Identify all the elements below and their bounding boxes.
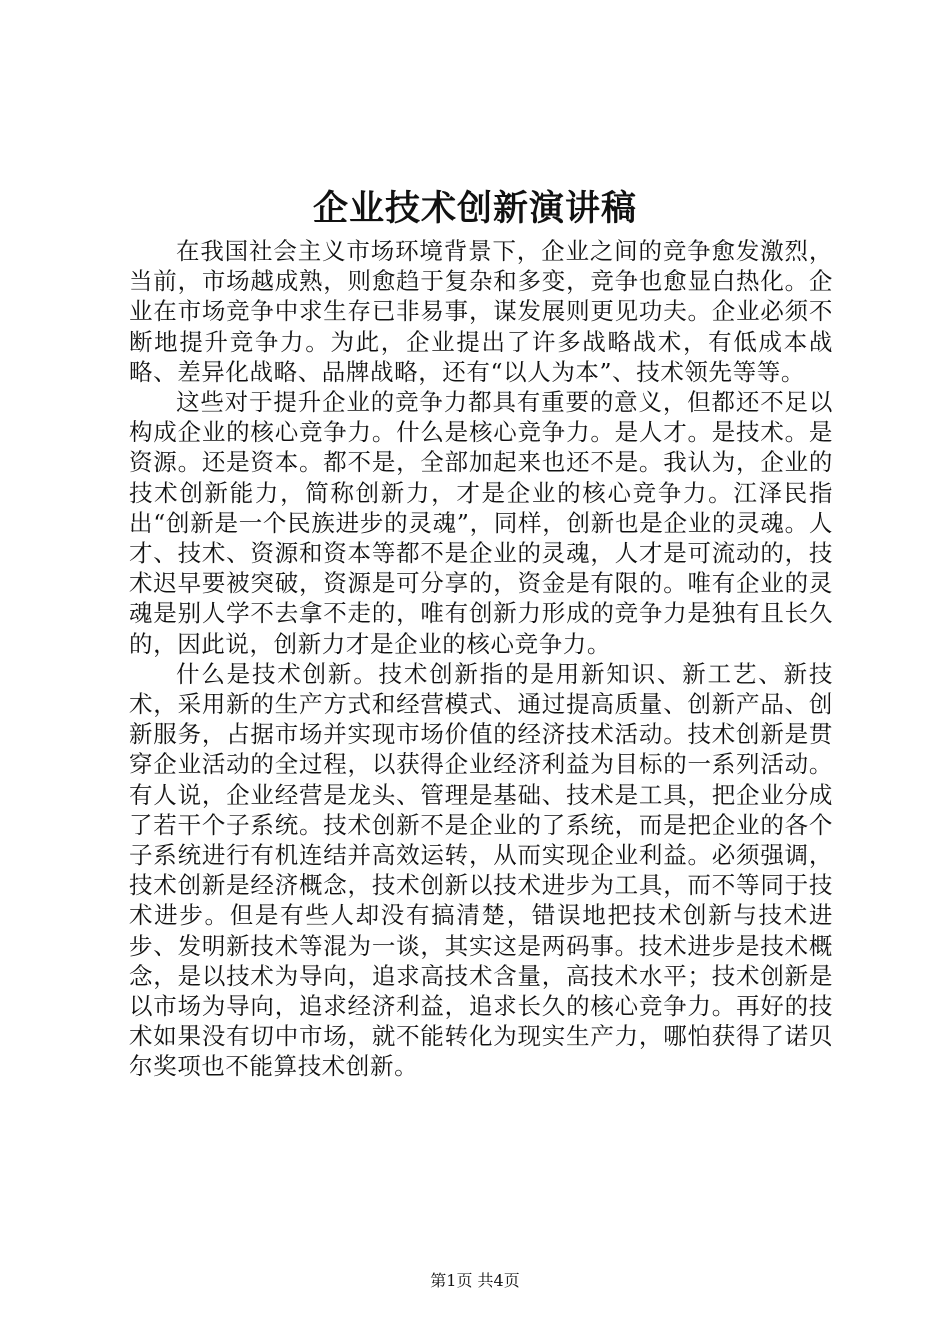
paragraph-3: 什么是技术创新。技术创新指的是用新知识、新工艺、新技术，采用新的生产方式和经营模式、通过提高质量、创新产品、创新服务，占据市场并实现市场价值的经济技术活动。技术创新是贯穿企业活动的全过程，以获得企业经济利益为目标的一系列活动。有人说，企业经营是龙头、管理是基础、技术是工具，把企业分成了若干个子系统。技术创新不是企业的了系统，而是把企业的各个子系统进行有机连结并高效运转，从而实现企业利益。必须强调，技术创新是经济概念，技术创新以技术进步为工具，而不等同于技术进步。但是有些人却没有搞清楚，错误地把技术创新与技术进步、发明新技术等混为一谈，其实这是两码事。技术进步是技术概念，是以技术为导向，追求高技术含量，高技术水平；技术创新是以市场为导向，追求经济利益，追求长久的核心竞争力。再好的技术如果没有切中市场，就不能转化为现实生产力，哪怕获得了诺贝尔奖项也不能算技术创新。 [129,659,833,1081]
paragraph-2: 这些对于提升企业的竞争力都具有重要的意义，但都还不足以构成企业的核心竞争力。什么是核心竞争力。是人才。是技术。是资源。还是资本。都不是，全部加起来也还不是。我认为，企业的技术创新能力，简称创新力，才是企业的核心竞争力。江泽民指出“创新是一个民族进步的灵魂”，同样，创新也是企业的灵魂。人才、技术、资源和资本等都不是企业的灵魂，人才是可流动的，技术迟早要被突破，资源是可分享的，资金是有限的。唯有企业的灵魂是别人学不去拿不走的，唯有创新力形成的竞争力是独有且长久的，因此说，创新力才是企业的核心竞争力。 [129,388,833,658]
document-body [129,236,833,1082]
document-title: 企业技术创新演讲稿 [312,188,637,229]
paragraph-1: 在我国社会主义市场环境背景下，企业之间的竞争愈发激烈，当前，市场越成熟，则愈趋于复杂和多变，竞争也愈显白热化。企业在市场竞争中求生存已非易事，谋发展则更见功夫。企业必须不断地提升竞争力。为此，企业提出了许多战略战术，有低成本战略、差异化战略、品牌战略，还有“以人为本”、技术领先等等。 [129,237,833,386]
page-number-footer: 第1页 共4页 [430,1271,520,1290]
